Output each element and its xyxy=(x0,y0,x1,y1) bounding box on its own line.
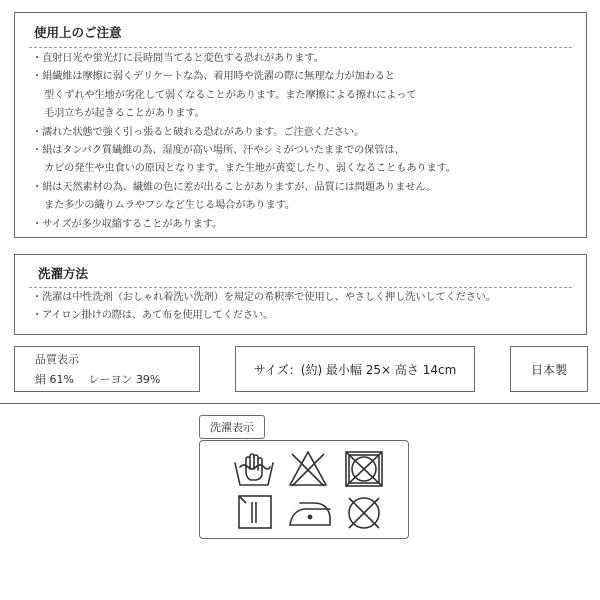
line-dry-shade-icon xyxy=(234,493,276,531)
note-line: ・直射日光や蛍光灯に長時間当てると変色する恐れがあります。 xyxy=(32,53,324,64)
care-label-tab xyxy=(199,415,265,439)
note-line: また多少の織りムラやフシなど生じる場合があります。 xyxy=(44,200,295,212)
care-label-title: 洗濯表示 xyxy=(210,421,254,434)
note-line: ・絹繊維は摩擦に弱くデリケートな為、着用時や洗濯の際に無理な力が加わると xyxy=(32,71,395,83)
origin-text: 日本製 xyxy=(530,362,567,377)
note-line: 型くずれや生地が劣化して弱くなることがあります。また摩擦による擦れによって xyxy=(44,89,417,101)
washing-method-list xyxy=(32,289,496,326)
quality-label: 品質表示 xyxy=(35,353,79,366)
washing-method-heading: 洗濯方法 xyxy=(38,266,89,281)
divider xyxy=(29,287,572,288)
iron-low-temp-icon xyxy=(286,495,334,529)
washing-method-box xyxy=(14,254,587,335)
note-line: カビの発生や虫食いの原因となります。また生地が黄変したり、弱くなることもあります。 xyxy=(44,163,456,175)
size-box xyxy=(235,346,475,392)
origin-box xyxy=(510,346,588,392)
usage-notes-box xyxy=(14,12,587,238)
hand-wash-icon xyxy=(232,449,277,489)
note-line: ・絹はタンパク質繊維の為、湿度が高い場所、汗やシミがついたままでの保管は、 xyxy=(32,145,405,157)
note-line: ・サイズが多少収縮することがあります。 xyxy=(32,218,223,230)
no-bleach-icon xyxy=(286,448,330,490)
note-line: ・濡れた状態で強く引っ張ると破れる恐れがあります。ご注意ください。 xyxy=(32,126,365,138)
note-line: ・絹は天然素材の為、繊維の色に差が出ることがありますが、品質には問題ありません。 xyxy=(32,181,437,193)
quality-value: 絹 61% レーヨン 39% xyxy=(35,373,161,386)
size-text: サイズ：(約) 最小幅 25× 高さ 14cm xyxy=(253,362,457,377)
no-tumble-dry-icon xyxy=(342,448,386,490)
washing-line: ・アイロン掛けの際は、あて布を使用してください。 xyxy=(32,310,274,322)
note-line: 毛羽立ちが起きることがあります。 xyxy=(44,108,205,120)
usage-notes-heading: 使用上のご注意 xyxy=(34,25,122,40)
usage-notes-list xyxy=(32,50,456,234)
quality-label-box xyxy=(14,346,200,392)
divider xyxy=(29,47,572,48)
no-dry-clean-icon xyxy=(344,493,384,533)
washing-line: ・洗濯は中性洗剤（おしゃれ着洗い洗剤）を規定の希釈率で使用し、やさしく押し洗いしてください。 xyxy=(32,292,497,303)
section-separator xyxy=(0,403,600,404)
